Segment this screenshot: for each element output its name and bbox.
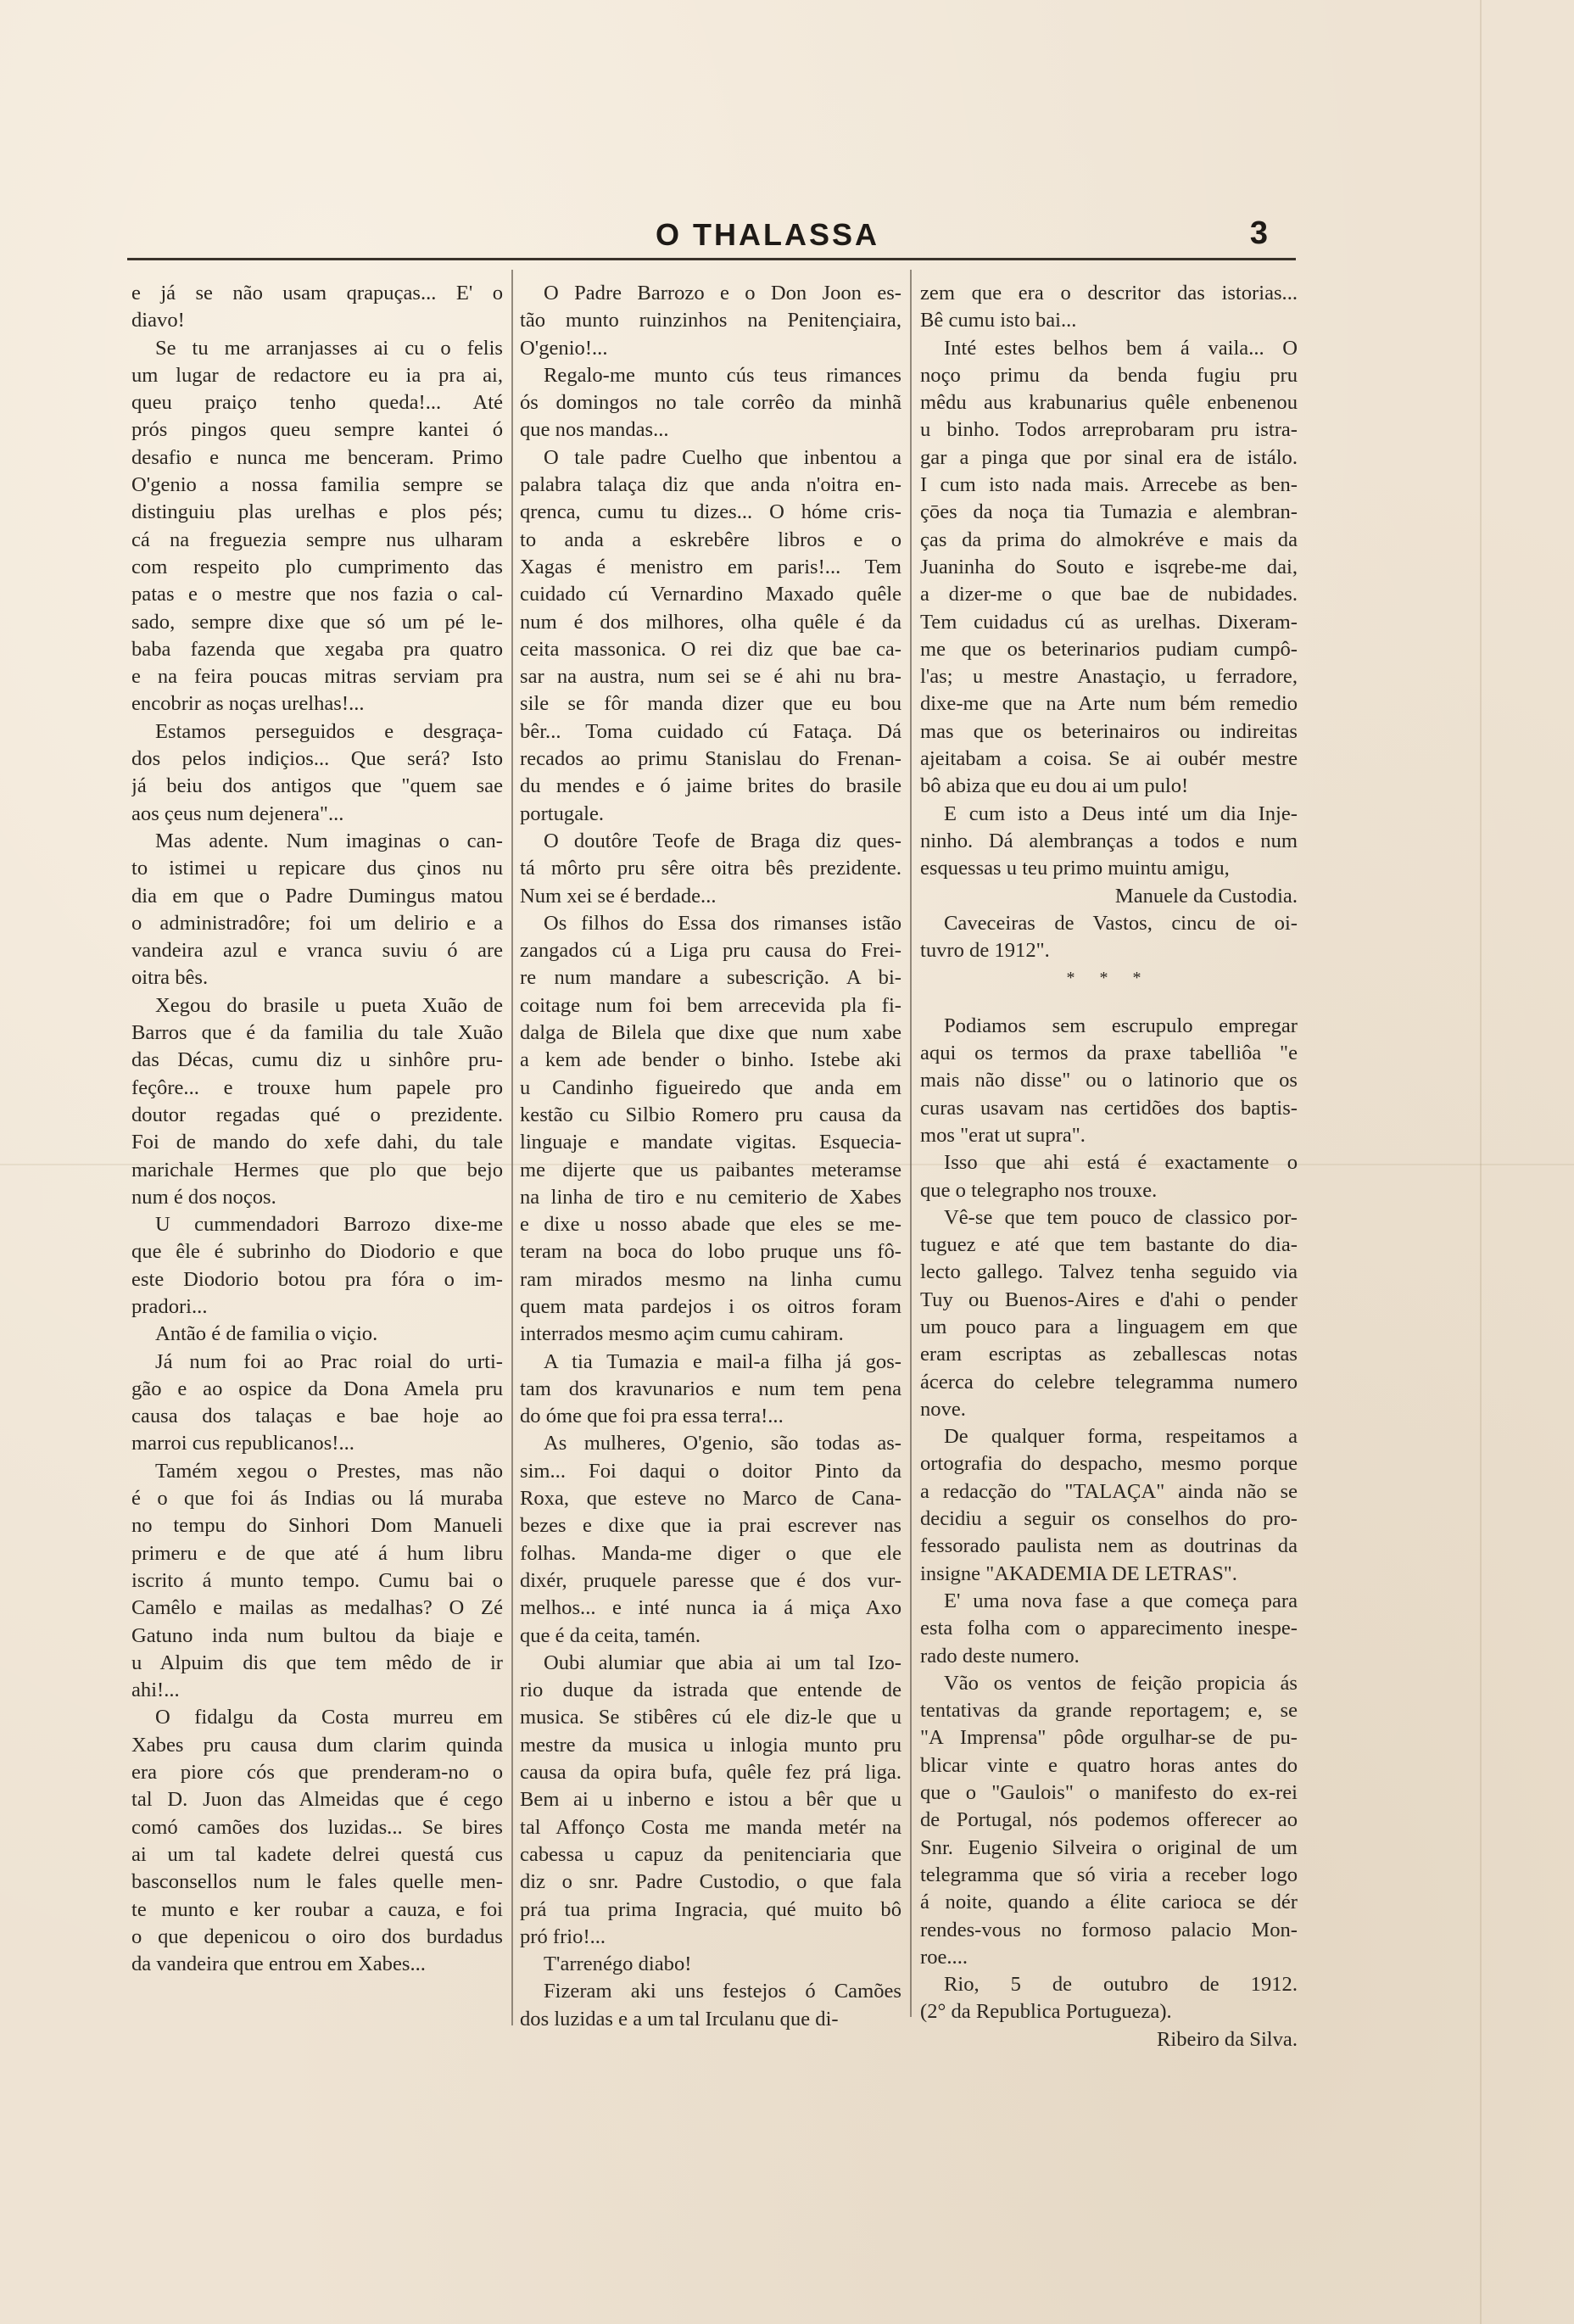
text-line: recados ao primu Stanislau do Frenan- [520, 747, 901, 771]
text-line: dos pelos indiçios... Que será? Isto [131, 747, 503, 771]
text-line: dos luzidas e a um tal Irculanu que di- [520, 2007, 839, 2031]
text-line: Roxa, que esteve no Marco de Cana- [520, 1487, 901, 1511]
text-line: Fizeram aki uns festejos ó Camões [544, 1980, 901, 2003]
text-line: mestre da musica u inlogia munto pru [520, 1733, 901, 1757]
paragraph [520, 444, 901, 828]
text-line: tuguez e até que tem bastante do dia- [920, 1233, 1298, 1257]
text-line: que é da ceita, tamén. [520, 1623, 701, 1647]
text-line: u Candinho figueiredo que anda em [520, 1075, 901, 1099]
text-line: qrenca, cumu tu dizes... O hóme cris- [520, 500, 901, 524]
text-line: telegramma que só viria a receber logo [920, 1863, 1298, 1886]
paragraph [920, 1670, 1298, 1971]
text-line: coitage num foi bem arrecevida pla fi- [520, 993, 901, 1017]
text-line: insigne "AKADEMIA DE LETRAS". [920, 1561, 1237, 1585]
text-line: sim... Foi daqui o doitor Pinto da [520, 1459, 901, 1483]
text-line: decidiu a seguir os conselhos do pro- [920, 1507, 1298, 1531]
paragraph [131, 828, 503, 992]
text-line: Oubi alumiar que abia ai um tal Izo- [544, 1651, 901, 1674]
text-line: me que os beterinarios pudiam cumpô- [920, 637, 1298, 661]
text-line: kestão cu Silbio Romero pru causa da [520, 1103, 901, 1126]
text-line: é o que foi ás Indias ou lá muraba [131, 1487, 503, 1511]
text-line: um pouco para a linguagem em que [920, 1315, 1298, 1338]
text-line: noço primu da benda fugiu pru [920, 363, 1298, 387]
text-line: O fidalgu da Costa murreu em [155, 1706, 503, 1729]
text-line: um lugar de redactore eu ia pra ai, [131, 363, 503, 387]
paragraph [920, 1013, 1298, 1149]
text-line: que êle é subrinho do Diodorio e que [131, 1240, 503, 1264]
text-line: gão e ao ospice da Dona Amela pru [131, 1377, 503, 1400]
text-line: cabessa u capuz da penitenciaria que [520, 1842, 901, 1866]
text-line: esta folha com o apparecimento inespe- [920, 1617, 1298, 1640]
text-line: basconsellos num le fales quelle men- [131, 1870, 503, 1894]
text-line: dixe-me que na Arte num bém remedio [920, 692, 1298, 716]
text-line: e dixe u nosso abade que eles se me- [520, 1213, 901, 1237]
text-line: distinguiu plas urelhas e plos pés; [131, 500, 503, 524]
text-line: U cummendadori Barrozo dixe-me [155, 1213, 503, 1237]
text-line: diz o snr. Padre Custodio, o que fala [520, 1870, 901, 1894]
text-line: marichale Hermes que plo que bejo [131, 1158, 503, 1182]
text-line: linguaje e mandate vigitas. Esquecia- [520, 1131, 901, 1154]
paragraph [920, 910, 1298, 965]
text-line: u binho. Todos arreprobaram pru istra- [920, 418, 1298, 442]
paragraph [920, 964, 1298, 992]
text-line: mas que os beterinairos ou indireitas [920, 719, 1298, 743]
paragraph [920, 883, 1298, 910]
text-line: O Padre Barrozo e o Don Joon es- [544, 282, 901, 304]
text-line: num é dos milhores, olha quêle é da [520, 610, 901, 634]
text-line: Ribeiro da Silva. [1157, 2027, 1298, 2051]
text-line: As mulheres, O'genio, são todas as- [544, 1432, 901, 1455]
text-line: Juaninha do Souto e isqrebe-me dai, [920, 555, 1298, 578]
text-line: ninho. Dá alembranças a todos e num [920, 829, 1298, 852]
paragraph [131, 335, 503, 718]
text-line: eram escriptas as zeballescas notas [920, 1343, 1298, 1366]
text-line: Isso que ahi está é exactamente o [944, 1151, 1298, 1175]
header-rule [127, 258, 1296, 260]
text-line: patas e o mestre que nos fazia o cal- [131, 583, 503, 606]
text-line: Barros que é da familia du tale Xuão [131, 1021, 503, 1045]
text-line: Rio, 5 de outubro de 1912. [944, 1973, 1298, 1997]
text-line: mêdu aus krabunarius quêle enbenenou [920, 391, 1298, 415]
paragraph [920, 1971, 1298, 2026]
text-line: Tamém xegou o Prestes, mas não [155, 1459, 503, 1483]
text-line: diavo! [131, 309, 185, 332]
text-line: Já num foi ao Prac roial do urti- [155, 1349, 503, 1373]
text-line: era piore cós que prenderam-no o [131, 1761, 503, 1785]
text-line: dixér, pruquele paresse que é dos vur- [520, 1568, 901, 1592]
paragraph [520, 280, 901, 362]
column-divider-1 [511, 270, 513, 2025]
text-line: e na feira poucas mitras serviam pra [131, 665, 503, 689]
text-line: Mas adente. Num imaginas o can- [155, 829, 503, 852]
text-line: Camêlo e mailas as medalhas? O Zé [131, 1596, 503, 1620]
text-line: Os filhos do Essa dos rimanses istão [544, 911, 901, 935]
text-line: tão munto ruinzinhos na Penitençiaira, [520, 309, 901, 332]
text-line: ácerca do celebre telegramma numero [920, 1370, 1298, 1394]
text-line: no tempu do Sinhori Dom Manueli [131, 1514, 503, 1538]
text-line: o administradôre; foi um delirio e a [131, 911, 503, 935]
page-number: 3 [1249, 215, 1268, 251]
text-line: Manuele da Custodia. [1114, 884, 1298, 908]
paragraph [920, 1423, 1298, 1588]
text-line: aqui os termos da praxe tabelliôa "e [920, 1042, 1298, 1065]
text-line: I cum isto nada mais. Arrecebe as ben- [920, 473, 1298, 497]
text-line: blicar vinte e quatro horas antes do [920, 1753, 1298, 1777]
text-line: me dijerte que us paibantes meteramse [520, 1158, 901, 1182]
text-line: l'as; u mestre Anastaçio, u ferradore, [920, 665, 1298, 689]
text-line: tal D. Juon das Almeidas que é cego [131, 1788, 503, 1812]
text-line: Bê cumu isto bai... [920, 309, 1077, 332]
paragraph [131, 1321, 503, 1348]
text-line: interrados mesmo açim cumu cahiram. [520, 1322, 844, 1346]
paragraph [920, 1588, 1298, 1670]
paragraph [920, 1204, 1298, 1423]
text-line: bêr... Toma cuidado cú Fataça. Dá [520, 719, 901, 743]
text-line: causa da opira bufa, quêle fez prá liga. [520, 1761, 901, 1785]
text-line: lecto gallego. Talvez tenha seguido via [920, 1260, 1298, 1284]
text-line: T'arrenégo diabo! [544, 1952, 692, 1976]
paragraph [520, 1349, 901, 1431]
text-line: E cum isto a Deus inté um dia Inje- [944, 802, 1298, 825]
paragraph [520, 1430, 901, 1649]
text-line: tal Affonço Costa me manda metér na [520, 1815, 901, 1839]
paper-fold-crease [1480, 0, 1482, 2324]
text-line: melhos... e inté nunca ia á miça Axo [520, 1596, 901, 1620]
text-line: causa dos talaças e bae hoje ao [131, 1405, 503, 1428]
text-line: a dizer-me o que bae de nubidades. [920, 583, 1298, 606]
text-line: feçôre... e trouxe hum papele pro [131, 1075, 503, 1099]
text-line: A tia Tumazia e mail-a filha já gos- [544, 1349, 901, 1373]
text-line: Snr. Eugenio Silveira o original de um [920, 1835, 1298, 1859]
text-line: mais não disse" ou o latinorio que os [920, 1069, 1298, 1092]
text-line: De qualquer forma, respeitamos a [944, 1425, 1298, 1449]
text-line: Num xei se é berdade... [520, 884, 717, 908]
paragraph [920, 1149, 1298, 1204]
text-line: que o telegrapho nos trouxe. [920, 1178, 1158, 1202]
text-line: já beiu dos antigos que "quem sae [131, 774, 503, 798]
paragraph [520, 1978, 901, 2033]
text-line: mos "erat ut supra". [920, 1123, 1086, 1147]
text-line: aos çeus num dejenera"... [131, 802, 344, 825]
text-line: desafio e nunca me benceram. Primo [131, 445, 503, 469]
text-line: O'genio a nossa familia sempre se [131, 473, 503, 497]
text-line: tam dos kravunarios e num tem pena [520, 1377, 901, 1400]
text-line: num é dos noços. [131, 1185, 276, 1209]
text-line: oitra bês. [131, 966, 209, 990]
paragraph [920, 280, 1298, 335]
text-line: de Portugal, nós podemos offerecer ao [920, 1808, 1298, 1832]
text-line: o que depenicou o oiro dos burdadus [131, 1925, 503, 1948]
text-line: O tale padre Cuelho que inbentou a [544, 445, 901, 469]
text-column-1 [131, 280, 503, 1978]
text-line: zem que era o descritor das istorias... [920, 282, 1298, 304]
text-line: Gatuno inda num bultou da biaje e [131, 1623, 503, 1647]
text-line: teram na boca do lobo pruque uns fô- [520, 1240, 901, 1264]
text-line: Xabes pru causa dum clarim quinda [131, 1733, 503, 1757]
text-line: ai um tal kadete delrei questá cus [131, 1842, 503, 1866]
text-line: á noite, quando a élite carioca se dér [920, 1891, 1298, 1914]
text-line: Xegou do brasile u pueta Xuão de [155, 993, 503, 1017]
text-line: com respeito plo cumprimento das [131, 555, 503, 578]
text-line: sile se fôr manda dizer que eu bou [520, 692, 901, 716]
text-line: ram mirados mesmo na linha cumu [520, 1267, 901, 1291]
text-line: Se tu me arranjasses ai cu o felis [155, 336, 503, 360]
text-line: cá na freguezia sempre nus ulharam [131, 528, 503, 551]
text-line: tuvro de 1912". [920, 939, 1050, 963]
text-line: rio duque da istrada que entende de [520, 1679, 901, 1702]
text-line: to istimei u repicare dus çinos nu [131, 857, 503, 880]
text-line: da vandeira que entrou em Xabes... [131, 1952, 426, 1976]
text-line: curas usavam nas certidões dos baptis- [920, 1096, 1298, 1120]
text-line: dalga de Bilela que dixe que num xabe [520, 1021, 901, 1045]
text-line: tentativas da grande reportagem; e, se [920, 1699, 1298, 1723]
text-line: gar a pinga que por sinal era de istálo. [920, 445, 1298, 469]
text-line: ahi!... [131, 1679, 180, 1702]
text-line: do óme que foi pra essa terra!... [520, 1405, 784, 1428]
text-line: re num mandare a subescrição. A bi- [520, 966, 901, 990]
text-line: "A Imprensa" pôde orgulhar-se de pu- [920, 1726, 1298, 1750]
text-line: Bem ai u inberno e istou a bêr que u [520, 1788, 901, 1812]
text-line: te munto e ker roubar a cauza, e foi [131, 1897, 503, 1921]
text-line: Regalo-me munto cús teus rimances [544, 363, 901, 387]
paragraph [131, 718, 503, 828]
text-line: E' uma nova fase a que começa para [944, 1589, 1298, 1612]
paragraph [520, 1951, 901, 1978]
text-line: ortografia do despacho, mesmo porque [920, 1452, 1298, 1476]
paragraph [131, 1704, 503, 1978]
paragraph [920, 801, 1298, 883]
text-line: dia em que o Padre Dumingus matou [131, 884, 503, 908]
text-line: Estamos perseguidos e desgraça- [155, 719, 503, 743]
paragraph [520, 910, 901, 1349]
text-line: to anda a eskrebêre libros e o [520, 528, 901, 551]
text-line: roe.... [920, 1945, 968, 1969]
text-line: fessorado paulista nem as doutrinas da [920, 1534, 1298, 1558]
text-line: rado deste numero. [920, 1644, 1080, 1668]
paragraph [520, 1650, 901, 1951]
text-line: O'genio!... [520, 336, 608, 360]
text-line: Tuy ou Buenos-Aires e d'ahi o pender [920, 1288, 1298, 1311]
newspaper-masthead: O THALASSA [656, 217, 879, 252]
paragraph [131, 1211, 503, 1321]
text-line: a kem ade bender o binho. Istebe aki [520, 1048, 901, 1072]
text-line: rendes-vous no formoso palacio Mon- [920, 1918, 1298, 1941]
text-line: a redacção do "TALAÇA" ainda não se [920, 1479, 1298, 1503]
text-column-3 [920, 280, 1298, 2053]
paragraph [520, 828, 901, 910]
text-line: prá tua prima Ingracia, qué muito bô [520, 1897, 901, 1921]
paragraph [920, 2026, 1298, 2053]
text-line: sado, sempre dixe que só um pé le- [131, 610, 503, 634]
column-divider-2 [910, 270, 912, 2017]
text-line: u Alpuim dis que tem mêdo de ir [131, 1651, 503, 1674]
text-line: vandeira azul e vranca suviu ó are [131, 939, 503, 963]
text-line: du mendes e ó jaime brites do brasile [520, 774, 901, 798]
paragraph [520, 362, 901, 444]
text-line: quem mata pardejos i os oitros foram [520, 1294, 901, 1318]
paragraph [131, 280, 503, 335]
text-line: Podiamos sem escrupulo empregar [944, 1014, 1298, 1037]
text-line: musica. Se stibêres cú ele diz-le que u [520, 1706, 901, 1729]
text-line: primeru e de que até á hum libru [131, 1541, 503, 1565]
text-line: queu praiço tenho queda!... Até [131, 391, 503, 415]
text-line: pró frio!... [520, 1925, 606, 1948]
text-line: portugale. [520, 802, 605, 825]
text-line: ajeitabam a coisa. Se ai oubér mestre [920, 747, 1298, 771]
text-line: (2° da Republica Portugueza). [920, 2000, 1172, 2024]
text-line: zangados cú a Liga pru causa do Frei- [520, 939, 901, 963]
text-column-2 [520, 280, 901, 2033]
text-line: comó camões dos luzidas... Se bires [131, 1815, 503, 1839]
text-line: encobrir as noças urelhas!... [131, 692, 365, 716]
text-line: folhas. Manda-me diger o que ele [520, 1541, 901, 1565]
paragraph [131, 1349, 503, 1458]
text-line: que o "Gaulois" o manifesto do ex-rei [920, 1781, 1298, 1805]
text-line: esquessas u teu primo muintu amigu, [920, 857, 1230, 880]
paragraph [131, 1458, 503, 1705]
text-line: na linha de tiro e nu cemiterio de Xabes [520, 1185, 901, 1209]
text-line: Foi de mando do xefe dahi, du tale [131, 1131, 503, 1154]
text-line: nove. [920, 1397, 966, 1421]
text-line: que nos mandas... [520, 418, 669, 442]
text-line: iscrito á munto tempo. Cumu bai o [131, 1568, 503, 1592]
text-line: cuidado cú Vernardino Maxado quêle [520, 583, 901, 606]
text-line: sar na austra, num sei se é ahi nu bra- [520, 665, 901, 689]
text-line: doutor regadas qué o prezidente. [131, 1103, 503, 1126]
text-line: marroi cus republicanos!... [131, 1432, 354, 1455]
text-line: das Décas, cumu diz u sinhôre pru- [131, 1048, 503, 1072]
text-line: Vão os ventos de feição propicia ás [944, 1671, 1298, 1695]
text-line: prós pingos queu sempre kantei ó [131, 418, 503, 442]
text-line: ceita massonica. O rei diz que bae ca- [520, 637, 901, 661]
text-line: palabra talaça diz que anda n'oitra en- [520, 473, 901, 497]
text-line: Tem cuidadus cú as urelhas. Dixeram- [920, 610, 1298, 634]
text-line: Caveceiras de Vastos, cincu de oi- [944, 911, 1298, 935]
text-line: bezes e dixe que ia prai escrever nas [520, 1514, 901, 1538]
paragraph [131, 992, 503, 1211]
text-line: Xagas é menistro em paris!... Tem [520, 555, 901, 578]
paragraph [920, 335, 1298, 801]
text-line: Vê-se que tem pouco de classico por- [944, 1205, 1298, 1229]
text-line: tá môrto pru sêre oitra bês prezidente. [520, 857, 901, 880]
text-line: Antão é de familia o viçio. [155, 1322, 378, 1346]
section-gap [920, 992, 1298, 1013]
text-line: ças da prima do almokréve e mais da [920, 528, 1298, 551]
text-line: çōes da noça tia Tumazia e alembran- [920, 500, 1298, 524]
page-header [127, 217, 1268, 256]
text-line: * * * [1066, 969, 1152, 988]
text-line: este Diodorio botou pra fóra o im- [131, 1267, 503, 1291]
text-line: ós domingos no tale corrêo da minhã [520, 391, 901, 415]
text-line: bô abiza que eu dou ai um pulo! [920, 774, 1189, 798]
text-line: O doutôre Teofe de Braga diz ques- [544, 829, 901, 852]
text-line: baba fazenda que xegaba pra quatro [131, 637, 503, 661]
text-line: Inté estes belhos bem á vaila... O [944, 336, 1298, 360]
text-line: pradori... [131, 1294, 208, 1318]
text-line: e já se não usam qrapuças... E' o [131, 282, 503, 304]
